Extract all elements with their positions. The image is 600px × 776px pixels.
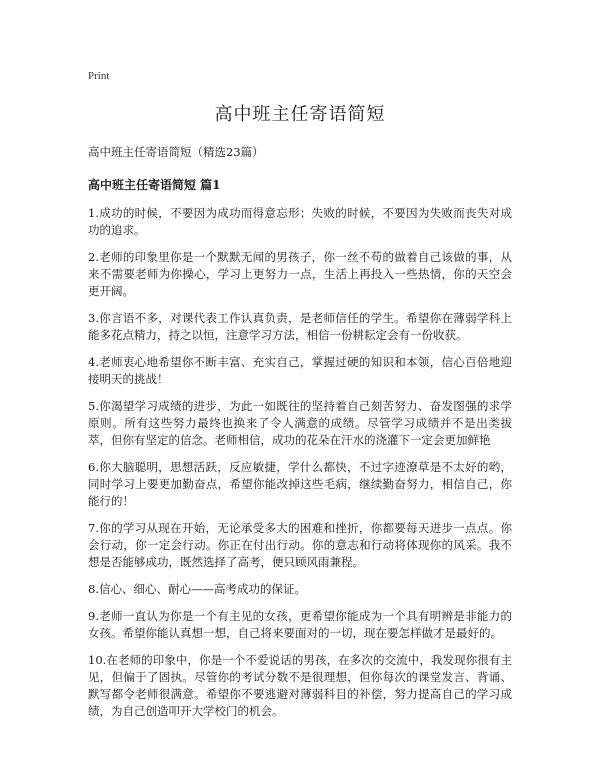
print-label: Print — [88, 70, 110, 82]
paragraph: 1.成功的时候，不要因为成功而得意忘形；失败的时候，不要因为失败而丧失对成功的追求。 — [88, 206, 512, 237]
paragraph: 10.在老师的印象中，你是一个不爱说话的男孩，在多次的交流中，我发现你很有主见，但偏于了固执。尽管你的考试分数不是很理想，但你每次的课堂发言、背诵、默写都令老师很满意。希望你不要逃避对薄弱科目的补偿，努力提高自己的学习成绩，为自己创造叩开大学校门的机会。 — [88, 653, 512, 718]
paragraph: 3.你言语不多，对课代表工作认真负责，是老师信任的学生。希望你在薄弱学科上能多花点精力，持之以恒，注意学习方法，相信一份耕耘定会有一份收获。 — [88, 311, 512, 342]
paragraph-list — [88, 205, 512, 720]
paragraph: 4.老师衷心地希望你不断丰富、充实自己，掌握过硬的知识和本领，信心百倍地迎接明天的挑战！ — [88, 355, 512, 386]
paragraph: 9.老师一直认为你是一个有主见的女孩，更希望你能成为一个具有明辨是非能力的女孩。希望你能认真想一想，自己将来要面对的一切，现在要怎样做才是最好的。 — [88, 609, 512, 640]
document-subtitle: 高中班主任寄语简短（精选23篇） — [88, 145, 264, 159]
paragraph: 8.信心、细心、耐心——高考成功的保证。 — [88, 582, 306, 596]
section-heading: 高中班主任寄语简短 篇1 — [88, 178, 221, 192]
paragraph: 5.你渴望学习成绩的进步，为此一如既往的坚持着自己刻苦努力、奋发图强的求学原则。所有这些努力最终也换来了令人满意的成绩。尽管学习成绩并不是出类拔萃，但你有坚定的信念。老师相信，成功的花朵在汗水的浇灌下一定会更加鲜艳 — [88, 399, 512, 447]
paragraph: 6.你大脑聪明，思想活跃，反应敏捷，学什么都快，不过字迹潦草是不太好的哟，同时学习上要更加勤奋点，希望你能改掉这些毛病，继续勤奋努力，相信自己，你能行的！ — [88, 460, 512, 508]
paragraph: 7.你的学习从现在开始，无论承受多大的困难和挫折，你都要每天进步一点点。你会行动，你一定会行动。你正在付出行动。你的意志和行动将体现你的风采。我不想是否能够成功，既然选择了高考，便只顾风雨兼程。 — [88, 521, 512, 569]
page-title: 高中班主任寄语简短 — [214, 104, 386, 125]
paragraph: 2.老师的印象里你是一个默默无闻的男孩子，你一丝不苟的做着自己该做的事，从来不需要老师为你操心，学习上更努力一点，生活上再投入一些热情，你的天空会更开阔。 — [88, 250, 512, 298]
